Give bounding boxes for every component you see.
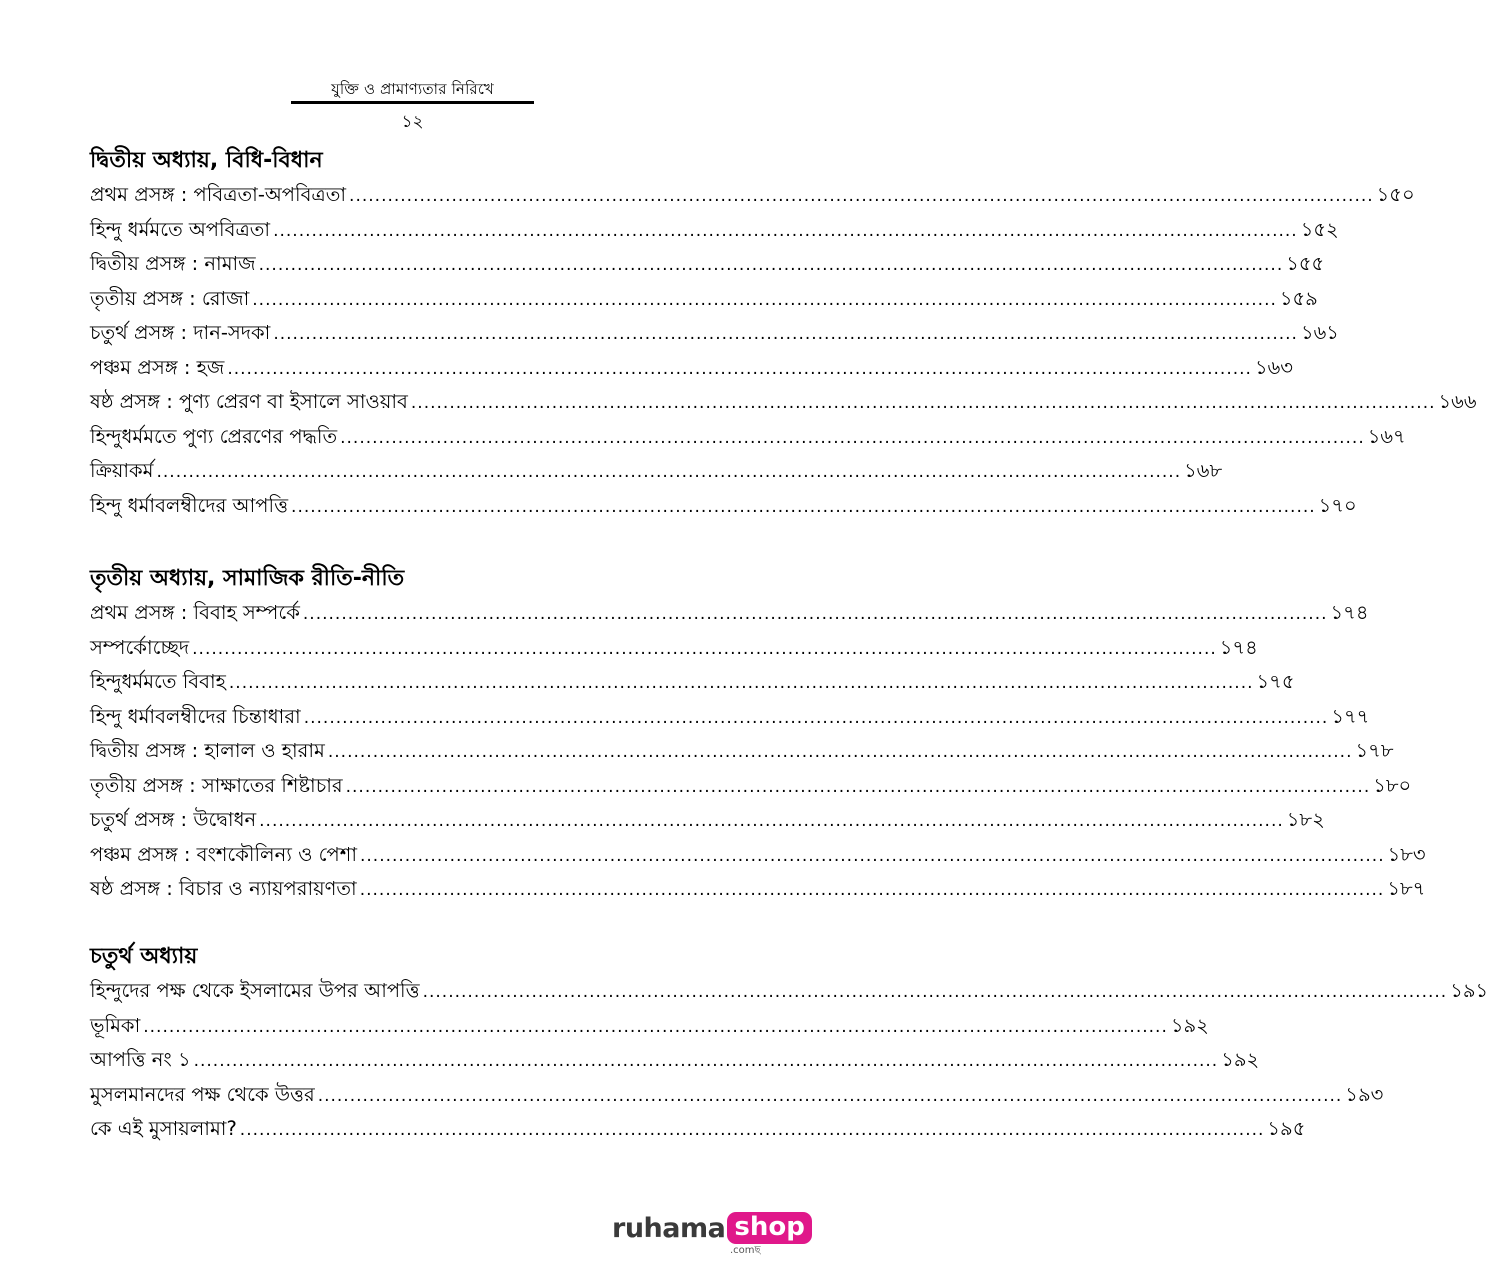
toc-entry — [90, 803, 1325, 838]
header-rule — [291, 101, 534, 104]
toc-entry-title: হিন্দুধর্মমতে পুণ্য প্রেরণের পদ্ধতি — [90, 424, 338, 448]
dot-leader: ................................................................................................................................................................ — [317, 1085, 1343, 1106]
toc-entry-title: চতুর্থ প্রসঙ্গ : দান-সদকা — [90, 321, 271, 344]
toc-entry-page-number: ১৭৮ — [1355, 739, 1394, 762]
toc-entry-page-number: ১৬৩ — [1254, 355, 1293, 379]
dot-leader: ................................................................................................................................................................ — [239, 1120, 1265, 1140]
toc-entry-page-number: ১৭৪ — [1219, 635, 1258, 659]
dot-leader: ................................................................................................................................................................ — [156, 462, 1182, 482]
dot-leader: ................................................................................................................................................................ — [258, 255, 1284, 275]
toc-entry-title: হিন্দুদের পক্ষ থেকে ইসলামের উপর আপত্তি — [90, 979, 420, 1002]
toc-entry-title: মুসলমানদের পক্ষ থেকে উত্তর — [90, 1082, 315, 1106]
toc-entry-page-number: ১৬৬ — [1438, 390, 1477, 413]
dot-leader: ................................................................................................................................................................ — [193, 1051, 1219, 1071]
toc-entry — [90, 351, 1293, 386]
dot-leader: ................................................................................................................................................................ — [340, 427, 1365, 448]
toc-entry-page-number: ১৭০ — [1318, 493, 1357, 517]
toc-entry-title: কে এই মুসায়লামা? — [90, 1117, 237, 1140]
toc-entry — [90, 734, 1394, 769]
toc-entry-page-number: ১৫৫ — [1286, 252, 1325, 275]
chapter-heading: তৃতীয় অধ্যায়, সামাজিক রীতি-নীতি — [90, 566, 405, 591]
toc-entry — [90, 1009, 1209, 1044]
toc-entry — [90, 316, 1339, 351]
toc-entry-title: হিন্দু ধর্মমতে অপবিত্রতা — [90, 217, 271, 241]
toc-entry-page-number: ১৭৭ — [1331, 704, 1370, 728]
logo-text-shop: shop — [727, 1212, 811, 1244]
toc-entry — [90, 178, 1415, 213]
toc-entry — [90, 872, 1426, 907]
toc-entry-title: হিন্দুধর্মমতে বিবাহ — [90, 670, 226, 693]
toc-entry — [90, 700, 1370, 735]
toc-entry-page-number: ১৮২ — [1286, 808, 1325, 831]
logo-text-suffix: .comছ — [730, 1245, 761, 1256]
running-header-title: যুক্তি ও প্রামাণ্যতার নিরিখে — [331, 80, 494, 98]
toc-entry-title: সম্পর্কোচ্ছেদ — [90, 635, 190, 659]
toc-entry — [90, 213, 1339, 248]
logo-text-ruhama: ruhama — [612, 1212, 726, 1244]
toc-entry — [90, 1078, 1384, 1113]
publisher-logo — [612, 1212, 812, 1256]
toc-entry-page-number: ১৫৯ — [1279, 286, 1318, 310]
dot-leader: ................................................................................................................................................................ — [259, 811, 1284, 831]
page-number: ১২ — [401, 112, 424, 132]
toc-entry-title: তৃতীয় প্রসঙ্গ : রোজা — [90, 286, 250, 310]
dot-leader: ................................................................................................................................................................ — [252, 289, 1277, 310]
toc-entry-page-number: ১৮০ — [1373, 773, 1412, 797]
toc-entry-title: ষষ্ঠ প্রসঙ্গ : বিচার ও ন্যায়পরায়ণতা — [90, 877, 357, 900]
toc-entry-page-number: ১৮৭ — [1387, 877, 1426, 900]
dot-leader: ................................................................................................................................................................ — [143, 1016, 1168, 1037]
dot-leader: ................................................................................................................................................................ — [273, 324, 1298, 344]
toc-entry-page-number: ১৫২ — [1300, 217, 1339, 241]
toc-entry-page-number: ১৮৩ — [1387, 842, 1426, 866]
dot-leader: ................................................................................................................................................................ — [345, 776, 1371, 797]
toc-section-chapter-2 — [90, 144, 1477, 523]
dot-leader: ................................................................................................................................................................ — [227, 358, 1252, 379]
toc-entry — [90, 838, 1426, 873]
dot-leader: ................................................................................................................................................................ — [192, 638, 1217, 659]
dot-leader: ................................................................................................................................................................ — [302, 604, 1328, 624]
toc-entry-page-number: ১৯১ — [1450, 979, 1488, 1002]
toc-entry — [90, 631, 1258, 666]
toc-entry-page-number: ১৯৫ — [1267, 1117, 1306, 1140]
toc-entry — [90, 385, 1477, 420]
dot-leader: ................................................................................................................................................................ — [422, 982, 1448, 1002]
toc-entry-page-number: ১৯৩ — [1345, 1082, 1384, 1106]
toc-entry-page-number: ১৭৫ — [1256, 670, 1295, 693]
toc-entry-title: প্রথম প্রসঙ্গ : বিবাহ সম্পর্কে — [90, 601, 300, 624]
dot-leader: ................................................................................................................................................................ — [359, 880, 1385, 900]
toc-entry-title: ক্রিয়াকর্ম — [90, 459, 154, 482]
toc-entry-title: দ্বিতীয় প্রসঙ্গ : হালাল ও হারাম — [90, 739, 325, 762]
toc-entry — [90, 247, 1325, 282]
toc-entry-title: তৃতীয় প্রসঙ্গ : সাক্ষাতের শিষ্টাচার — [90, 773, 343, 797]
dot-leader: ................................................................................................................................................................ — [327, 742, 1353, 762]
chapter-heading: দ্বিতীয় অধ্যায়, বিধি-বিধান — [90, 148, 323, 173]
toc-entry-title: দ্বিতীয় প্রসঙ্গ : নামাজ — [90, 252, 256, 275]
dot-leader: ................................................................................................................................................................ — [410, 393, 1436, 413]
dot-leader: ................................................................................................................................................................ — [228, 673, 1254, 693]
toc-entry — [90, 489, 1357, 524]
dot-leader: ................................................................................................................................................................ — [291, 496, 1316, 517]
toc-entry-page-number: ১৬৭ — [1367, 424, 1406, 448]
toc-entry — [90, 665, 1295, 700]
toc-section-chapter-3 — [90, 562, 1426, 907]
toc-entry-title: আপত্তি নং ১ — [90, 1048, 191, 1071]
toc-entry — [90, 974, 1488, 1009]
toc-entry — [90, 420, 1406, 455]
toc-entry-page-number: ১৫০ — [1376, 183, 1415, 206]
toc-entry — [90, 596, 1369, 631]
toc-entry-title: প্রথম প্রসঙ্গ : পবিত্রতা-অপবিত্রতা — [90, 183, 347, 206]
toc-entry-page-number: ১৭৪ — [1330, 601, 1369, 624]
toc-entry-title: চতুর্থ প্রসঙ্গ : উদ্বোধন — [90, 808, 257, 831]
toc-entry-page-number: ১৬১ — [1300, 321, 1339, 344]
toc-entry-title: পঞ্চম প্রসঙ্গ : বংশকৌলিন্য ও পেশা — [90, 842, 357, 866]
dot-leader: ................................................................................................................................................................ — [349, 186, 1374, 206]
toc-entry — [90, 1112, 1306, 1147]
toc-entry — [90, 769, 1412, 804]
toc-entry-title: হিন্দু ধর্মাবলম্বীদের আপত্তি — [90, 493, 289, 517]
toc-entry — [90, 1043, 1260, 1078]
toc-entry — [90, 282, 1318, 317]
toc-entry-title: ভূমিকা — [90, 1013, 141, 1037]
toc-entry-title: পঞ্চম প্রসঙ্গ : হজ — [90, 355, 225, 379]
toc-entry — [90, 454, 1223, 489]
chapter-heading: চতুর্থ অধ্যায় — [90, 944, 198, 969]
toc-entry-title: হিন্দু ধর্মাবলম্বীদের চিন্তাধারা — [90, 704, 301, 728]
toc-section-chapter-4 — [90, 940, 1488, 1147]
toc-entry-page-number: ১৯২ — [1221, 1048, 1260, 1071]
toc-entry-page-number: ১৬৮ — [1184, 459, 1223, 482]
dot-leader: ................................................................................................................................................................ — [273, 220, 1298, 241]
toc-entry-title: ষষ্ঠ প্রসঙ্গ : পুণ্য প্রেরণ বা ইসালে সাওয়াব — [90, 390, 408, 413]
toc-entry-page-number: ১৯২ — [1170, 1013, 1209, 1037]
dot-leader: ................................................................................................................................................................ — [359, 845, 1385, 866]
dot-leader: ................................................................................................................................................................ — [303, 707, 1329, 728]
